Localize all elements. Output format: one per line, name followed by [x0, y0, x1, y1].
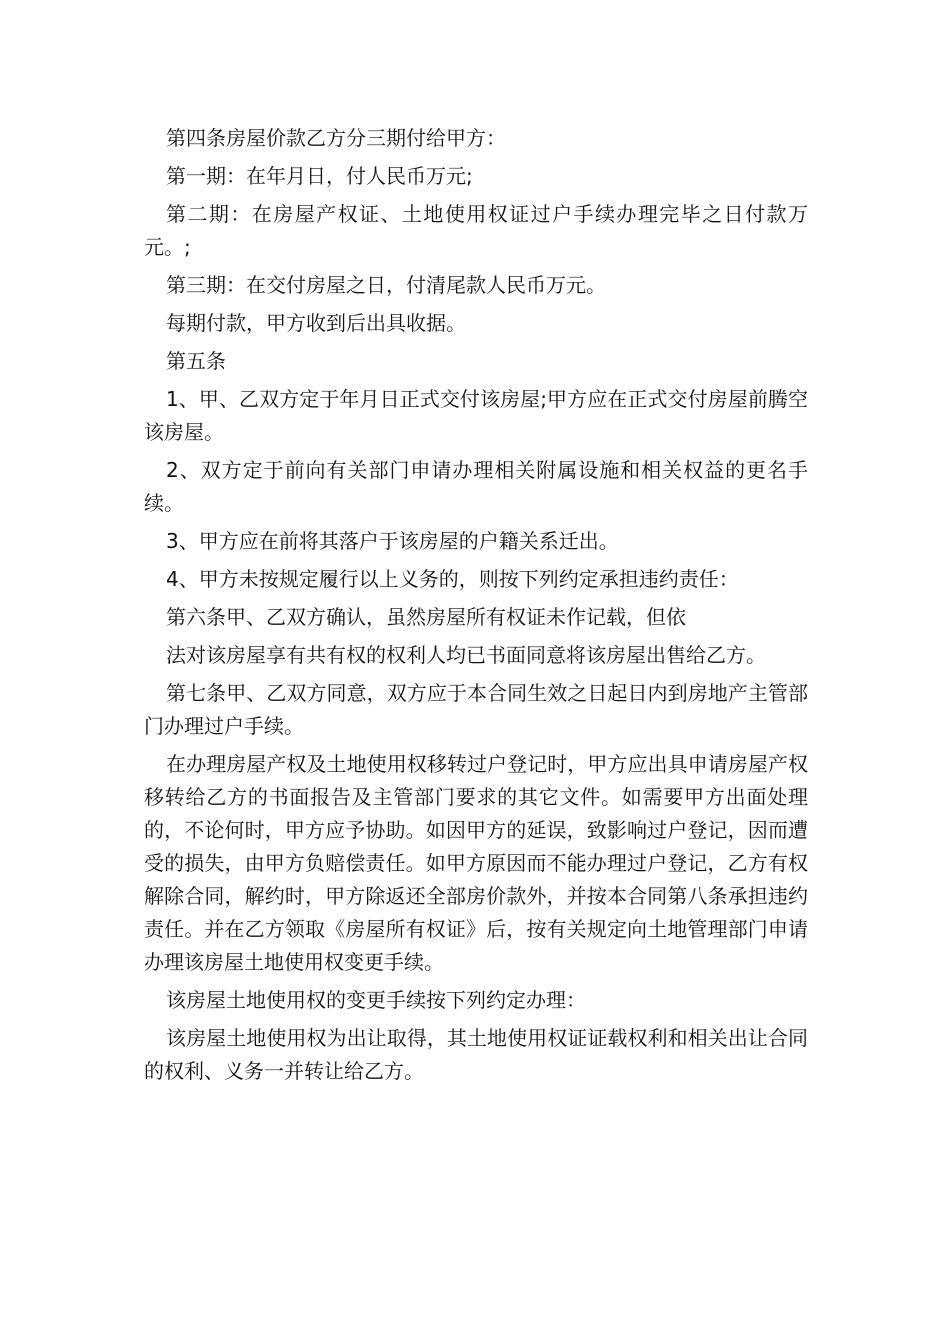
document-page	[144, 122, 808, 1093]
payment-phase-2: 第二期：在房屋产权证、土地使用权证过户手续办理完毕之日付款万元。;	[144, 202, 808, 259]
clause-5-item-2: 2、双方定于前向有关部门申请办理相关附属设施和相关权益的更名手续。	[144, 458, 808, 515]
payment-phase-3: 第三期：在交付房屋之日，付清尾款人民币万元。	[166, 273, 606, 297]
clause-6-part-2: 法对该房屋享有共有权的权利人均已书面同意将该房屋出售给乙方。	[166, 643, 766, 667]
clause-5-item-3: 3、甲方应在前将其落户于该房屋的户籍关系迁出。	[166, 529, 619, 553]
clause-4-title: 第四条房屋价款乙方分三期付给甲方：	[166, 126, 506, 150]
payment-phase-1: 第一期：在年月日，付人民币万元;	[166, 164, 473, 188]
land-use-change-intro: 该房屋土地使用权的变更手续按下列约定办理：	[166, 988, 586, 1012]
clause-5-title: 第五条	[166, 349, 226, 373]
clause-5-item-4: 4、甲方未按规定履行以上义务的，则按下列约定承担违约责任：	[166, 567, 739, 591]
clause-7: 第七条甲、乙双方同意，双方应于本合同生效之日起日内到房地产主管部门办理过户手续。	[144, 681, 808, 738]
clause-6-part-1: 第六条甲、乙双方确认，虽然房屋所有权证未作记载，但依	[166, 605, 686, 629]
transfer-registration-paragraph: 在办理房屋产权及土地使用权移转过户登记时，甲方应出具申请房屋产权移转给乙方的书面报告及主管部门要求的其它文件。如需要甲方出面处理的，不论何时，甲方应予协助。如因甲方的延误，致影响过户登记，因而遭受的损失，由甲方负赔偿责任。如甲方原因而不能办理过户登记，乙方有权解除合同，解约时，甲方除返还全部房价款外，并按本合同第八条承担违约责任。并在乙方领取《房屋所有权证》后，按有关规定向土地管理部门申请办理该房屋土地使用权变更手续。	[144, 752, 808, 974]
clause-5-item-1: 1、甲、乙双方定于年月日正式交付该房屋;甲方应在正式交付房屋前腾空该房屋。	[144, 387, 808, 444]
land-use-right-paragraph: 该房屋土地使用权为出让取得，其土地使用权证证载权利和相关出让合同的权利、义务一并转让给乙方。	[144, 1026, 808, 1083]
payment-receipt: 每期付款，甲方收到后出具收据。	[166, 311, 466, 335]
